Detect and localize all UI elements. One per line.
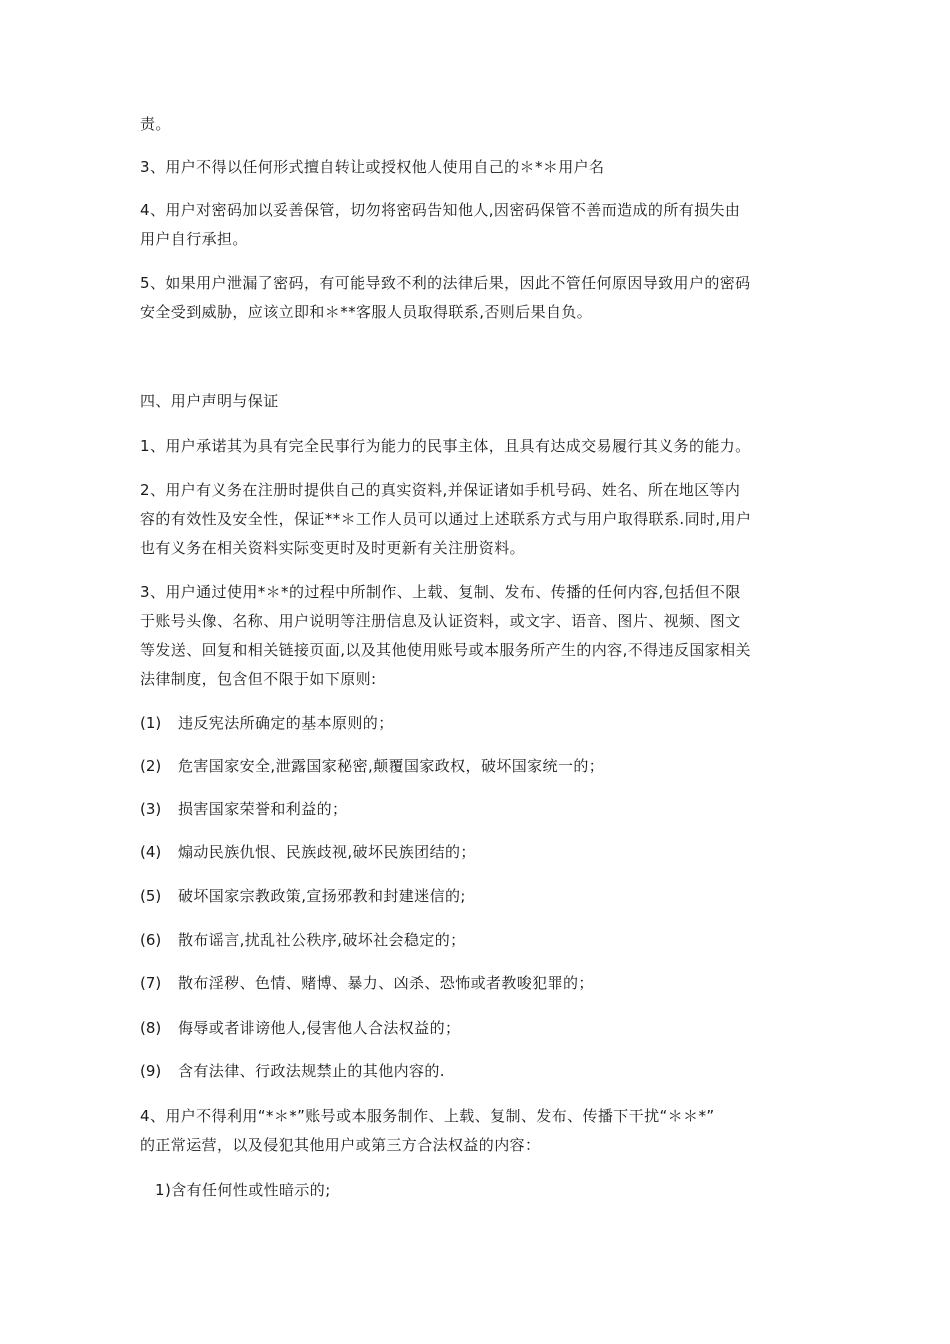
section4-para-2-line-3: 也有义务在相关资料实际变更时及时更新有关注册资料。: [140, 539, 526, 557]
principle-text: 损害国家荣誉和利益的；: [178, 800, 348, 818]
principle-text: 散布谣言,扰乱社公秩序,破坏社会稳定的；: [178, 931, 466, 949]
clause-4-line-2: 用户自行承担。: [140, 230, 248, 248]
clause-5-line-1: 5、如果用户泄漏了密码，有可能导致不利的法律后果，因此不管任何原因导致用户的密码: [140, 274, 751, 292]
clause-5-line-2: 安全受到威胁，应该立即和＊**客服人员取得联系,否则后果自负。: [140, 303, 593, 321]
principle-text: 侮辱或者诽谤他人,侵害他人合法权益的；: [178, 1019, 461, 1037]
principle-number: (2): [140, 757, 162, 775]
section4-para-3-line-3: 等发送、回复和相关链接页面,以及其他使用账号或本服务所产生的内容,不得违反国家相关: [140, 641, 751, 659]
section4-para-1-line-1: 1、用户承诺其为具有完全民事行为能力的民事主体，且具有达成交易履行其义务的能力。: [140, 437, 751, 455]
clause-3-line-1: 3、用户不得以任何形式擅自转让或授权他人使用自己的＊*＊用户名: [140, 158, 605, 176]
section4-para-3-line-4: 法律制度，包含但不限于如下原则:: [140, 670, 377, 688]
principle-text: 煽动民族仇恨、民族歧视,破坏民族团结的；: [178, 843, 476, 861]
principle-number: (1): [140, 714, 162, 732]
principle-number: (3): [140, 800, 162, 818]
clause-4b-line-1: 4、用户不得利用“*＊*”账号或本服务制作、上载、复制、发布、传播下干扰“＊＊*”: [140, 1107, 715, 1125]
principle-text: 含有法律、行政法规禁止的其他内容的.: [178, 1062, 445, 1080]
principle-text: 散布淫秽、色情、赌博、暴力、凶杀、恐怖或者教唆犯罪的；: [178, 974, 594, 992]
section-heading: 四、用户声明与保证: [140, 392, 279, 410]
principle-text: 破坏国家宗教政策,宣扬邪教和封建迷信的;: [178, 887, 466, 905]
principle-number: (9): [140, 1062, 162, 1080]
section4-para-2-line-1: 2、用户有义务在注册时提供自己的真实资料,并保证诸如手机号码、姓名、所在地区等内: [140, 481, 741, 499]
section4-para-3-line-1: 3、用户通过使用*＊*的过程中所制作、上载、复制、发布、传播的任何内容,包括但不限: [140, 583, 741, 601]
section4-para-3-line-2: 于账号头像、名称、用户说明等注册信息及认证资料，或文字、语音、图片、视频、图文: [140, 612, 741, 630]
sub-item: 1)含有任何性或性暗示的;: [155, 1181, 331, 1199]
principle-number: (6): [140, 931, 162, 949]
continuation-text: 责。: [140, 115, 171, 133]
principle-number: (5): [140, 887, 162, 905]
section4-para-2-line-2: 容的有效性及安全性，保证**＊工作人员可以通过上述联系方式与用户取得联系.同时,用户: [140, 510, 752, 528]
principle-number: (7): [140, 974, 162, 992]
clause-4b-line-2: 的正常运营，以及侵犯其他用户或第三方合法权益的内容：: [140, 1136, 541, 1154]
principle-number: (4): [140, 843, 162, 861]
principle-number: (8): [140, 1019, 162, 1037]
principle-text: 危害国家安全,泄露国家秘密,颠覆国家政权，破坏国家统一的；: [178, 757, 605, 775]
clause-4-line-1: 4、用户对密码加以妥善保管，切勿将密码告知他人,因密码保管不善而造成的所有损失由: [140, 201, 741, 219]
principle-text: 违反宪法所确定的基本原则的；: [178, 714, 394, 732]
